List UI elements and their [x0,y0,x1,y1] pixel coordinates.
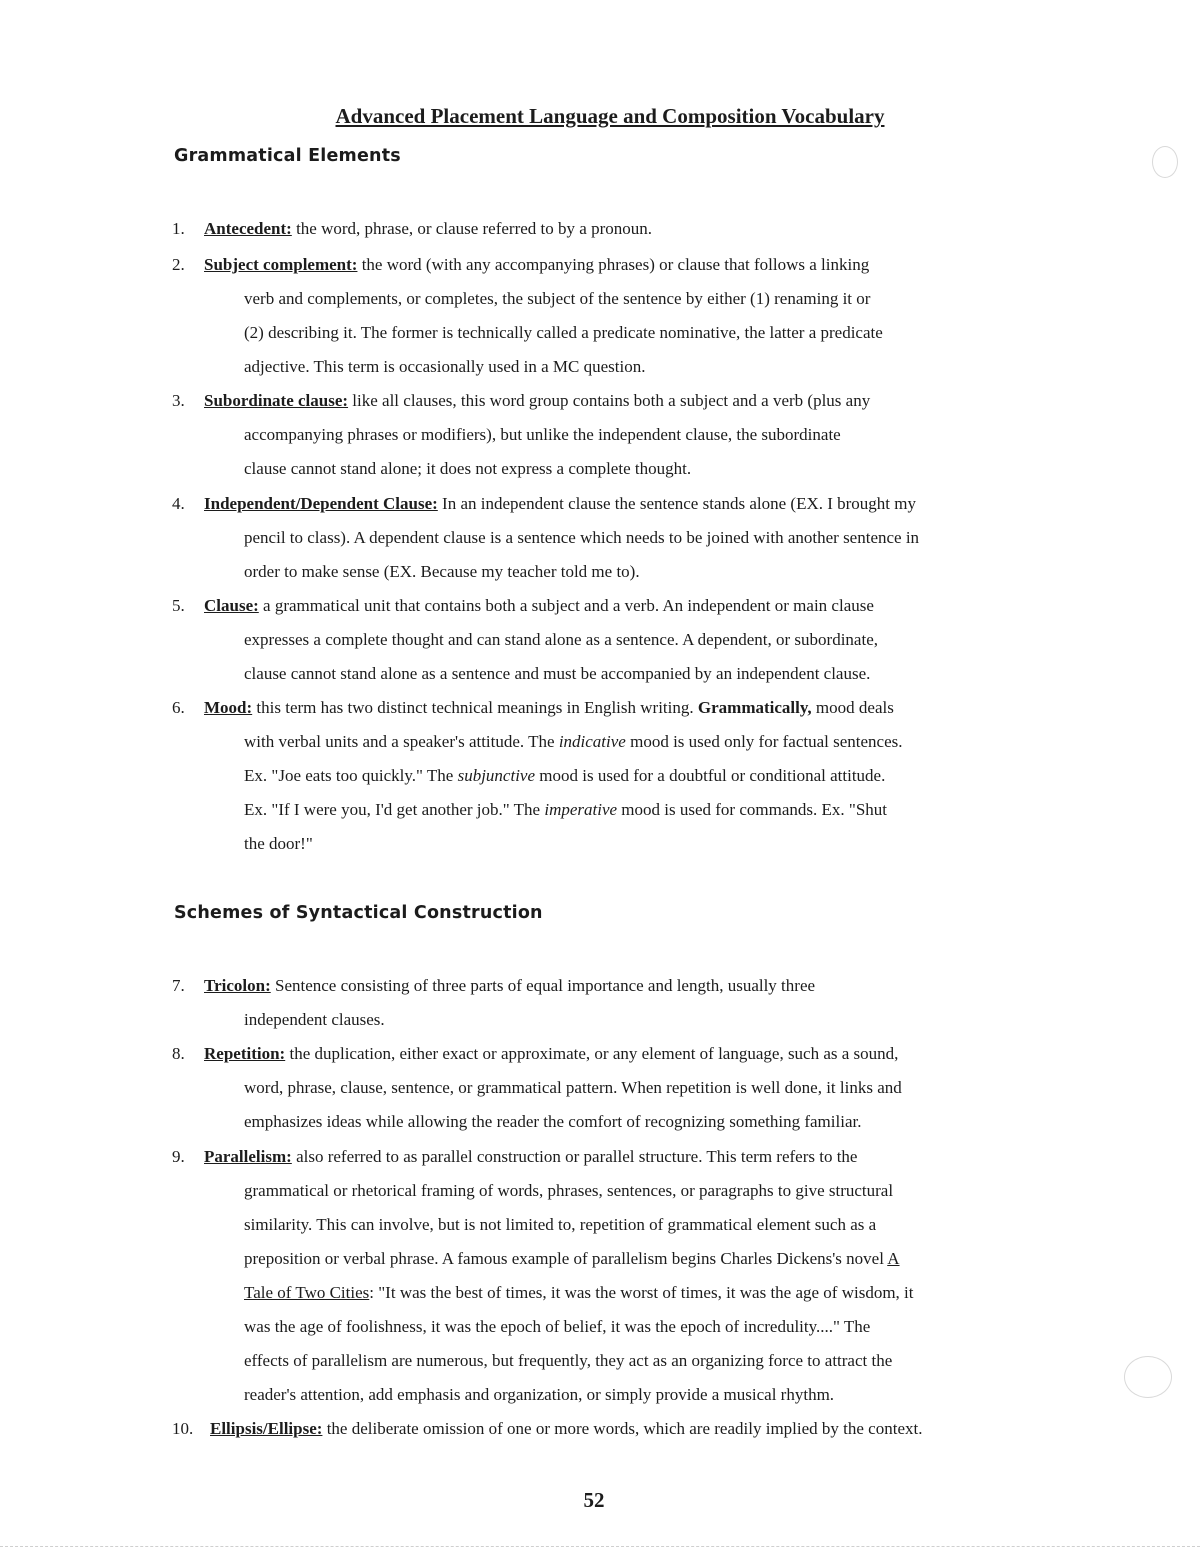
vocab-entry-mood [172,691,1054,861]
entry-text-line: verb and complements, or completes, the subject of the sentence by either (1) renaming it or [244,289,871,308]
entry-text-line: Sentence consisting of three parts of equal importance and length, usually three [274,976,816,995]
entry-number: 1. [172,219,185,238]
entry-text-line: was the age of foolishness, it was the epoch of belief, it was the epoch of incredulity...." The [244,1317,871,1336]
entry-number: 6. [172,698,185,717]
entry-text-line: clause cannot stand alone; it does not express a complete thought. [244,459,692,478]
entry-number: 8. [172,1044,185,1063]
entry-text-line: independent clauses. [244,1010,385,1029]
entry-number: 3. [172,391,185,410]
entry-text-line: grammatical or rhetorical framing of words, phrases, sentences, or paragraphs to give structural [244,1181,894,1200]
entry-text-line: mood is used for commands. Ex. "Shut [621,800,887,819]
section-heading-grammatical-elements: Grammatical Elements [174,146,401,166]
entry-text-line: clause cannot stand alone as a sentence and must be accompanied by an independent clause. [244,664,871,683]
entry-term: Parallelism: [204,1147,292,1166]
book-title-underlined: Tale of Two Cities [244,1283,370,1302]
entry-number: 10. [172,1419,194,1438]
vocab-entry-subordinate-clause [172,384,1054,486]
entry-text-line: emphasizes ideas while allowing the reader the comfort of recognizing something familiar. [244,1112,862,1131]
vocab-entry-repetition [172,1037,1054,1139]
vocab-entry-tricolon [172,969,1054,1037]
entry-text-line: also referred to as parallel construction or parallel structure. This term refers to the [296,1147,858,1166]
vocab-entry-antecedent [172,212,1054,246]
entry-term: Clause: [204,596,259,615]
entry-term: Independent/Dependent Clause: [204,494,438,513]
entry-term: Subject complement: [204,255,358,274]
entry-text-line: like all clauses, this word group contains both a subject and a verb (plus any [352,391,871,410]
entry-number: 7. [172,976,185,995]
entry-term: Antecedent: [204,219,292,238]
entry-text-line: the word, phrase, or clause referred to by a pronoun. [296,219,652,238]
scan-mark [1124,1356,1172,1398]
entry-text-line: similarity. This can involve, but is not limited to, repetition of grammatical element such as a [244,1215,877,1234]
entry-term: Ellipsis/Ellipse: [210,1419,323,1438]
entry-text-line: word, phrase, clause, sentence, or grammatical pattern. When repetition is well done, it links and [244,1078,902,1097]
scan-mark [1152,146,1178,178]
entry-text-line: the duplication, either exact or approximate, or any element of language, such as a sound, [289,1044,899,1063]
vocab-entry-subject-complement [172,248,1054,384]
vocab-entry-clause [172,589,1054,691]
entry-text-line: pencil to class). A dependent clause is a sentence which needs to be joined with another sentence in [244,528,920,547]
entry-text-line: this term has two distinct technical meanings in English writing. [256,698,694,717]
scan-edge-line [0,1546,1200,1547]
page-number: 52 [583,1488,605,1512]
entry-text-line: effects of parallelism are numerous, but frequently, they act as an organizing force to attract the [244,1351,893,1370]
vocab-entry-parallelism [172,1140,1054,1412]
entry-text-line: mood is used for a doubtful or conditional attitude. [539,766,886,785]
entry-text-line: Ex. "Joe eats too quickly." The [244,766,454,785]
vocab-entry-ellipsis [172,1412,1054,1446]
entry-text-line: adjective. This term is occasionally used in a MC question. [244,357,646,376]
entry-text-line: with verbal units and a speaker's attitude. The [244,732,555,751]
entry-number: 5. [172,596,185,615]
entry-text-line: : "It was the best of times, it was the worst of times, it was the age of wisdom, it [369,1283,914,1302]
entry-text-line: accompanying phrases or modifiers), but unlike the independent clause, the subordinate [244,425,841,444]
entry-text-line: the word (with any accompanying phrases) or clause that follows a linking [361,255,870,274]
entry-text-line: expresses a complete thought and can stand alone as a sentence. A dependent, or subordinate, [244,630,878,649]
entry-text-line: the deliberate omission of one or more words, which are readily implied by the context. [326,1419,923,1438]
section-heading-schemes-of-syntactical-construction: Schemes of Syntactical Construction [174,903,543,923]
entry-text-line: reader's attention, add emphasis and organization, or simply provide a musical rhythm. [244,1385,835,1404]
entry-term: Tricolon: [204,976,271,995]
emphasis-italic: imperative [544,800,618,819]
emphasis-italic: subjunctive [457,766,536,785]
page-title: Advanced Placement Language and Composition Vocabulary [335,104,885,128]
entry-text-line: order to make sense (EX. Because my teacher told me to). [244,562,640,581]
entry-text-line: Ex. "If I were you, I'd get another job." The [244,800,541,819]
vocab-entry-independent-dependent-clause [172,487,1054,589]
entry-term: Subordinate clause: [204,391,349,410]
book-title-underlined: A [887,1249,900,1268]
entry-number: 2. [172,255,185,274]
emphasis-italic: indicative [558,732,626,751]
entry-text-line: a grammatical unit that contains both a subject and a verb. An independent or main clause [263,596,874,615]
entry-text-line: (2) describing it. The former is technically called a predicate nominative, the latter a predicate [244,323,883,342]
entry-term: Repetition: [204,1044,286,1063]
entry-number: 9. [172,1147,185,1166]
entry-text-line: the door!" [244,834,313,853]
entry-number: 4. [172,494,185,513]
entry-text-line: In an independent clause the sentence stands alone (EX. I brought my [442,494,917,513]
entry-text-line: mood deals [815,698,894,717]
emphasis-bold: Grammatically, [697,698,812,717]
entry-text-line: mood is used only for factual sentences. [630,732,903,751]
entry-term: Mood: [204,698,253,717]
entry-text-line: preposition or verbal phrase. A famous example of parallelism begins Charles Dickens's novel [244,1249,884,1268]
